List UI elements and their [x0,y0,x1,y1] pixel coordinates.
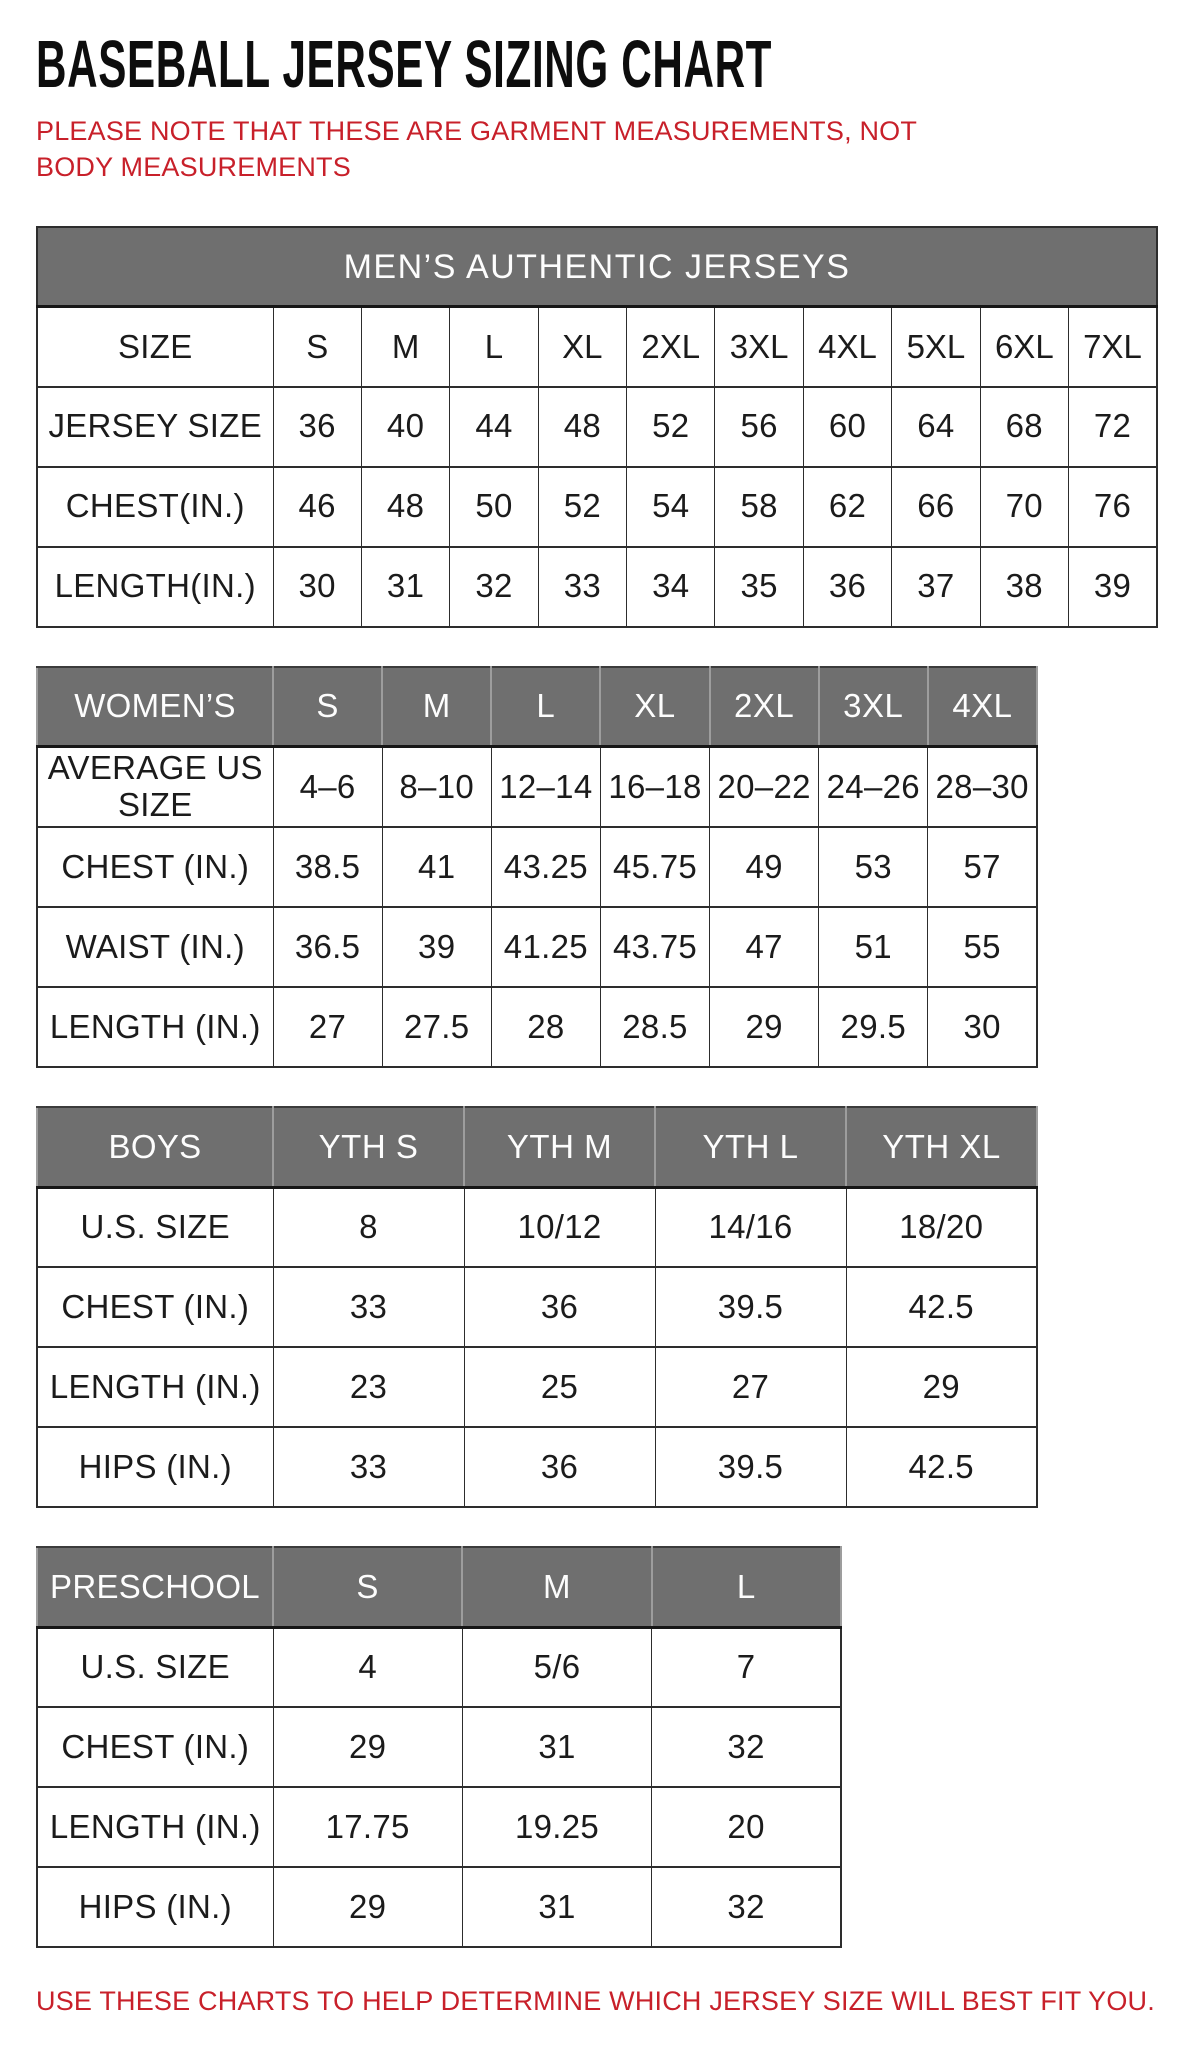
measurement-value-cell: 43.25 [491,827,600,907]
fit-advice-note: USE THESE CHARTS TO HELP DETERMINE WHICH JERSEY SIZE WILL BEST FIT YOU. [36,1986,1155,2017]
measurement-value-cell: 35 [715,547,803,627]
size-column-header-cell: S [273,307,361,387]
measurement-value-cell: 31 [462,1867,651,1947]
column-header-label-cell: PRESCHOOL [37,1547,273,1627]
boys-sizing-table [36,1106,1038,1508]
measurement-value-cell: 29.5 [819,987,928,1067]
measurement-value-cell: 36.5 [273,907,382,987]
size-column-header-cell: 3XL [715,307,803,387]
row-label-cell: U.S. SIZE [37,1187,273,1267]
size-column-header-cell: YTH S [273,1107,464,1187]
measurement-value-cell: 52 [627,387,715,467]
size-column-header-cell: YTH XL [846,1107,1037,1187]
size-column-header-cell: 5XL [892,307,980,387]
measurement-value-cell: 29 [273,1867,462,1947]
measurement-value-cell: 27.5 [382,987,491,1067]
size-column-header-cell: L [652,1547,841,1627]
measurement-value-cell: 39.5 [655,1427,846,1507]
measurement-value-cell: 51 [819,907,928,987]
size-column-header-cell: YTH L [655,1107,846,1187]
measurement-value-cell: 48 [538,387,626,467]
size-column-header-cell: S [273,667,382,747]
row-label-cell: HIPS (IN.) [37,1427,273,1507]
measurement-value-cell: 52 [538,467,626,547]
measurement-value-cell: 39 [1069,547,1157,627]
measurement-value-cell: 49 [710,827,819,907]
measurement-value-cell: 64 [892,387,980,467]
womens-data-row [37,827,1037,907]
measurement-value-cell: 47 [710,907,819,987]
measurement-value-cell: 39.5 [655,1267,846,1347]
measurement-value-cell: 23 [273,1347,464,1427]
measurement-value-cell: 38 [980,547,1068,627]
title-wrap [36,26,1164,103]
size-column-header-cell: S [273,1547,462,1627]
measurement-value-cell: 4 [273,1627,462,1707]
row-label-cell: JERSEY SIZE [37,387,273,467]
measurement-value-cell: 58 [715,467,803,547]
size-column-header-cell: 4XL [928,667,1037,747]
row-label-cell: LENGTH (IN.) [37,1347,273,1427]
measurement-value-cell: 36 [464,1427,655,1507]
measurement-value-cell: 30 [273,547,361,627]
page-title-text: BASEBALL JERSEY SIZING CHART [36,27,773,102]
measurement-value-cell: 56 [715,387,803,467]
row-label-cell: AVERAGE US SIZE [37,747,273,827]
mens-data-row [37,387,1157,467]
size-column-header-cell: 7XL [1069,307,1157,387]
mens-data-row [37,547,1157,627]
preschool-data-row [37,1867,841,1947]
measurement-value-cell: 41 [382,827,491,907]
measurement-value-cell: 30 [928,987,1037,1067]
womens-data-row [37,907,1037,987]
measurement-value-cell: 27 [273,987,382,1067]
measurement-value-cell: 40 [361,387,449,467]
measurement-value-cell: 20–22 [710,747,819,827]
measurement-value-cell: 10/12 [464,1187,655,1267]
measurement-value-cell: 57 [928,827,1037,907]
measurement-value-cell: 29 [710,987,819,1067]
measurement-value-cell: 45.75 [600,827,709,907]
measurement-value-cell: 32 [450,547,538,627]
boys-data-row [37,1427,1037,1507]
measurement-value-cell: 31 [361,547,449,627]
measurement-value-cell: 43.75 [600,907,709,987]
mens-data-row [37,467,1157,547]
measurement-value-cell: 34 [627,547,715,627]
measurement-value-cell: 16–18 [600,747,709,827]
measurement-value-cell: 7 [652,1627,841,1707]
mens-sizing-table [36,226,1158,628]
measurement-value-cell: 53 [819,827,928,907]
measurement-value-cell: 60 [803,387,891,467]
measurement-value-cell: 46 [273,467,361,547]
womens-data-row [37,747,1037,827]
measurement-value-cell: 29 [273,1707,462,1787]
size-column-header-cell: XL [600,667,709,747]
measurement-value-cell: 33 [538,547,626,627]
column-header-label-cell: SIZE [37,307,273,387]
measurement-value-cell: 28–30 [928,747,1037,827]
row-label-cell: CHEST(IN.) [37,467,273,547]
measurement-value-cell: 29 [846,1347,1037,1427]
measurement-value-cell: 66 [892,467,980,547]
row-label-cell: CHEST (IN.) [37,1707,273,1787]
measurement-value-cell: 28.5 [600,987,709,1067]
measurement-value-cell: 28 [491,987,600,1067]
measurement-value-cell: 48 [361,467,449,547]
measurement-value-cell: 54 [627,467,715,547]
measurement-value-cell: 55 [928,907,1037,987]
size-column-header-cell: 6XL [980,307,1068,387]
measurement-value-cell: 33 [273,1267,464,1347]
measurement-value-cell: 36 [803,547,891,627]
size-column-header-cell: L [450,307,538,387]
column-header-label-cell: WOMEN’S [37,667,273,747]
size-column-header-cell: M [382,667,491,747]
measurement-value-cell: 18/20 [846,1187,1037,1267]
size-column-header-cell: M [462,1547,651,1627]
measurement-value-cell: 8–10 [382,747,491,827]
measurement-value-cell: 31 [462,1707,651,1787]
column-header-label-cell: BOYS [37,1107,273,1187]
preschool-header-row [37,1547,841,1627]
size-column-header-cell: 2XL [627,307,715,387]
measurement-value-cell: 42.5 [846,1427,1037,1507]
row-label-cell: CHEST (IN.) [37,1267,273,1347]
measurement-value-cell: 44 [450,387,538,467]
measurement-value-cell: 12–14 [491,747,600,827]
boys-header-row [37,1107,1037,1187]
measurement-value-cell: 72 [1069,387,1157,467]
womens-header-row [37,667,1037,747]
measurement-value-cell: 32 [652,1867,841,1947]
measurement-value-cell: 39 [382,907,491,987]
womens-data-row [37,987,1037,1067]
measurement-value-cell: 70 [980,467,1068,547]
measurement-value-cell: 25 [464,1347,655,1427]
measurement-value-cell: 17.75 [273,1787,462,1867]
measurement-value-cell: 41.25 [491,907,600,987]
boys-data-row [37,1187,1037,1267]
size-column-header-cell: 2XL [710,667,819,747]
row-label-cell: CHEST (IN.) [37,827,273,907]
measurement-value-cell: 42.5 [846,1267,1037,1347]
preschool-sizing-table [36,1546,842,1948]
measurement-value-cell: 8 [273,1187,464,1267]
preschool-data-row [37,1707,841,1787]
measurement-value-cell: 24–26 [819,747,928,827]
measurement-value-cell: 37 [892,547,980,627]
size-column-header-cell: 3XL [819,667,928,747]
measurement-value-cell: 27 [655,1347,846,1427]
garment-measurement-note: PLEASE NOTE THAT THESE ARE GARMENT MEASUREMENTS, NOT BODY MEASUREMENTS [36,116,917,183]
measurement-value-cell: 19.25 [462,1787,651,1867]
measurement-value-cell: 36 [464,1267,655,1347]
size-column-header-cell: XL [538,307,626,387]
measurement-value-cell: 33 [273,1427,464,1507]
measurement-value-cell: 14/16 [655,1187,846,1267]
row-label-cell: LENGTH (IN.) [37,987,273,1067]
row-label-cell: HIPS (IN.) [37,1867,273,1947]
row-label-cell: U.S. SIZE [37,1627,273,1707]
preschool-data-row [37,1627,841,1707]
mens-table-banner: MEN’S AUTHENTIC JERSEYS [37,227,1157,307]
measurement-value-cell: 4–6 [273,747,382,827]
measurement-value-cell: 5/6 [462,1627,651,1707]
row-label-cell: LENGTH (IN.) [37,1787,273,1867]
size-column-header-cell: M [361,307,449,387]
boys-data-row [37,1267,1037,1347]
measurement-value-cell: 38.5 [273,827,382,907]
measurement-value-cell: 36 [273,387,361,467]
page-title [36,26,1164,103]
womens-sizing-table [36,666,1038,1068]
measurement-value-cell: 76 [1069,467,1157,547]
measurement-value-cell: 20 [652,1787,841,1867]
row-label-cell: WAIST (IN.) [37,907,273,987]
measurement-value-cell: 50 [450,467,538,547]
row-label-cell: LENGTH(IN.) [37,547,273,627]
measurement-value-cell: 62 [803,467,891,547]
measurement-value-cell: 68 [980,387,1068,467]
size-column-header-cell: 4XL [803,307,891,387]
preschool-data-row [37,1787,841,1867]
boys-data-row [37,1347,1037,1427]
size-column-header-cell: L [491,667,600,747]
mens-header-row [37,307,1157,387]
measurement-value-cell: 32 [652,1707,841,1787]
size-column-header-cell: YTH M [464,1107,655,1187]
